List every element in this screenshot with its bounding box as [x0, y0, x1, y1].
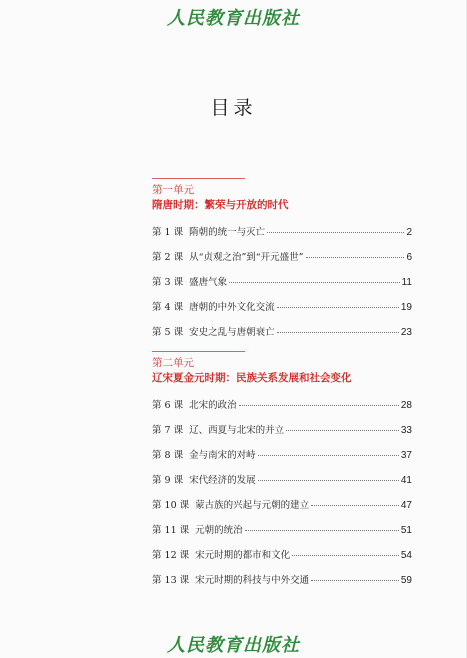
lesson-number: 第 1 课: [152, 227, 184, 238]
dot-leader: [311, 580, 399, 581]
lesson-title: 宋元时期的都市和文化: [195, 550, 291, 561]
lesson-number: 第 13 课: [152, 575, 190, 586]
dot-leader: [277, 332, 399, 333]
publisher-logo-bottom: 人民教育出版社: [167, 635, 300, 656]
lesson-title: 从“贞观之治”到“开元盛世”: [189, 252, 304, 263]
dot-leader: [286, 430, 399, 431]
toc-entry[interactable]: [152, 249, 412, 274]
unit-divider: [152, 178, 245, 179]
dot-leader: [277, 307, 399, 308]
lesson-number: 第 5 课: [152, 327, 184, 338]
toc-entry[interactable]: [152, 472, 412, 497]
toc-entry[interactable]: [152, 547, 412, 572]
page-number: 37: [400, 450, 412, 461]
dot-leader: [245, 530, 399, 531]
toc-entry[interactable]: [152, 572, 412, 597]
lesson-number: 第 7 课: [152, 425, 184, 436]
dot-leader: [239, 405, 399, 406]
page-number: 54: [400, 550, 412, 561]
lesson-title: 辽、西夏与北宋的并立: [189, 425, 285, 436]
page-number: 51: [400, 525, 412, 536]
lesson-number: 第 4 课: [152, 302, 184, 313]
lesson-title: 金与南宋的对峙: [189, 450, 256, 461]
unit-title: 隋唐时期：繁荣与开放的时代: [152, 199, 289, 211]
unit-1: [152, 178, 412, 349]
page-title: 目录: [210, 97, 257, 119]
lesson-number: 第 8 课: [152, 450, 184, 461]
lesson-number: 第 3 课: [152, 277, 184, 288]
lesson-number: 第 6 课: [152, 400, 184, 411]
page-number: 6: [406, 252, 412, 263]
toc-entry[interactable]: [152, 274, 412, 299]
publisher-logo-top: 人民教育出版社: [167, 8, 300, 29]
unit-title: 辽宋夏金元时期：民族关系发展和社会变化: [152, 372, 352, 384]
dot-leader: [311, 505, 399, 506]
toc-entry[interactable]: [152, 497, 412, 522]
lesson-number: 第 9 课: [152, 475, 184, 486]
lesson-title: 蒙古族的兴起与元朝的建立: [195, 500, 310, 511]
page-number: 47: [400, 500, 412, 511]
lesson-title: 唐朝的中外文化交流: [189, 302, 275, 313]
lesson-title: 元朝的统治: [195, 525, 243, 536]
dot-leader: [306, 257, 405, 258]
page-number: 2: [406, 227, 412, 238]
toc-entry[interactable]: [152, 299, 412, 324]
dot-leader: [258, 455, 399, 456]
lesson-title: 宋元时期的科技与中外交通: [195, 575, 310, 586]
lesson-title: 隋朝的统一与灭亡: [189, 227, 266, 238]
unit-label: 第一单元: [152, 184, 194, 196]
lesson-list: [152, 224, 412, 349]
page-number: 23: [400, 327, 412, 338]
lesson-title: 北宋的政治: [189, 400, 237, 411]
toc-entry[interactable]: [152, 397, 412, 422]
dot-leader: [267, 232, 404, 233]
page-number: 19: [400, 302, 412, 313]
page-number: 11: [401, 277, 412, 288]
toc-entry[interactable]: [152, 422, 412, 447]
lesson-number: 第 2 课: [152, 252, 184, 263]
lesson-list: [152, 397, 412, 597]
page-number: 59: [400, 575, 412, 586]
toc-entry[interactable]: [152, 224, 412, 249]
unit-divider: [152, 351, 245, 352]
lesson-title: 安史之乱与唐朝衰亡: [189, 327, 275, 338]
lesson-number: 第 11 课: [152, 525, 190, 536]
lesson-number: 第 10 课: [152, 500, 190, 511]
toc-entry[interactable]: [152, 447, 412, 472]
dot-leader: [229, 282, 400, 283]
dot-leader: [258, 480, 399, 481]
toc-entry[interactable]: [152, 522, 412, 547]
lesson-title: 盛唐气象: [189, 277, 228, 288]
dot-leader: [292, 555, 399, 556]
page-number: 28: [400, 400, 412, 411]
unit-2: [152, 351, 412, 597]
lesson-number: 第 12 课: [152, 550, 190, 561]
page-number: 41: [400, 475, 412, 486]
unit-label: 第二单元: [152, 357, 194, 369]
page-number: 33: [400, 425, 412, 436]
toc-entry[interactable]: [152, 324, 412, 349]
lesson-title: 宋代经济的发展: [189, 475, 256, 486]
